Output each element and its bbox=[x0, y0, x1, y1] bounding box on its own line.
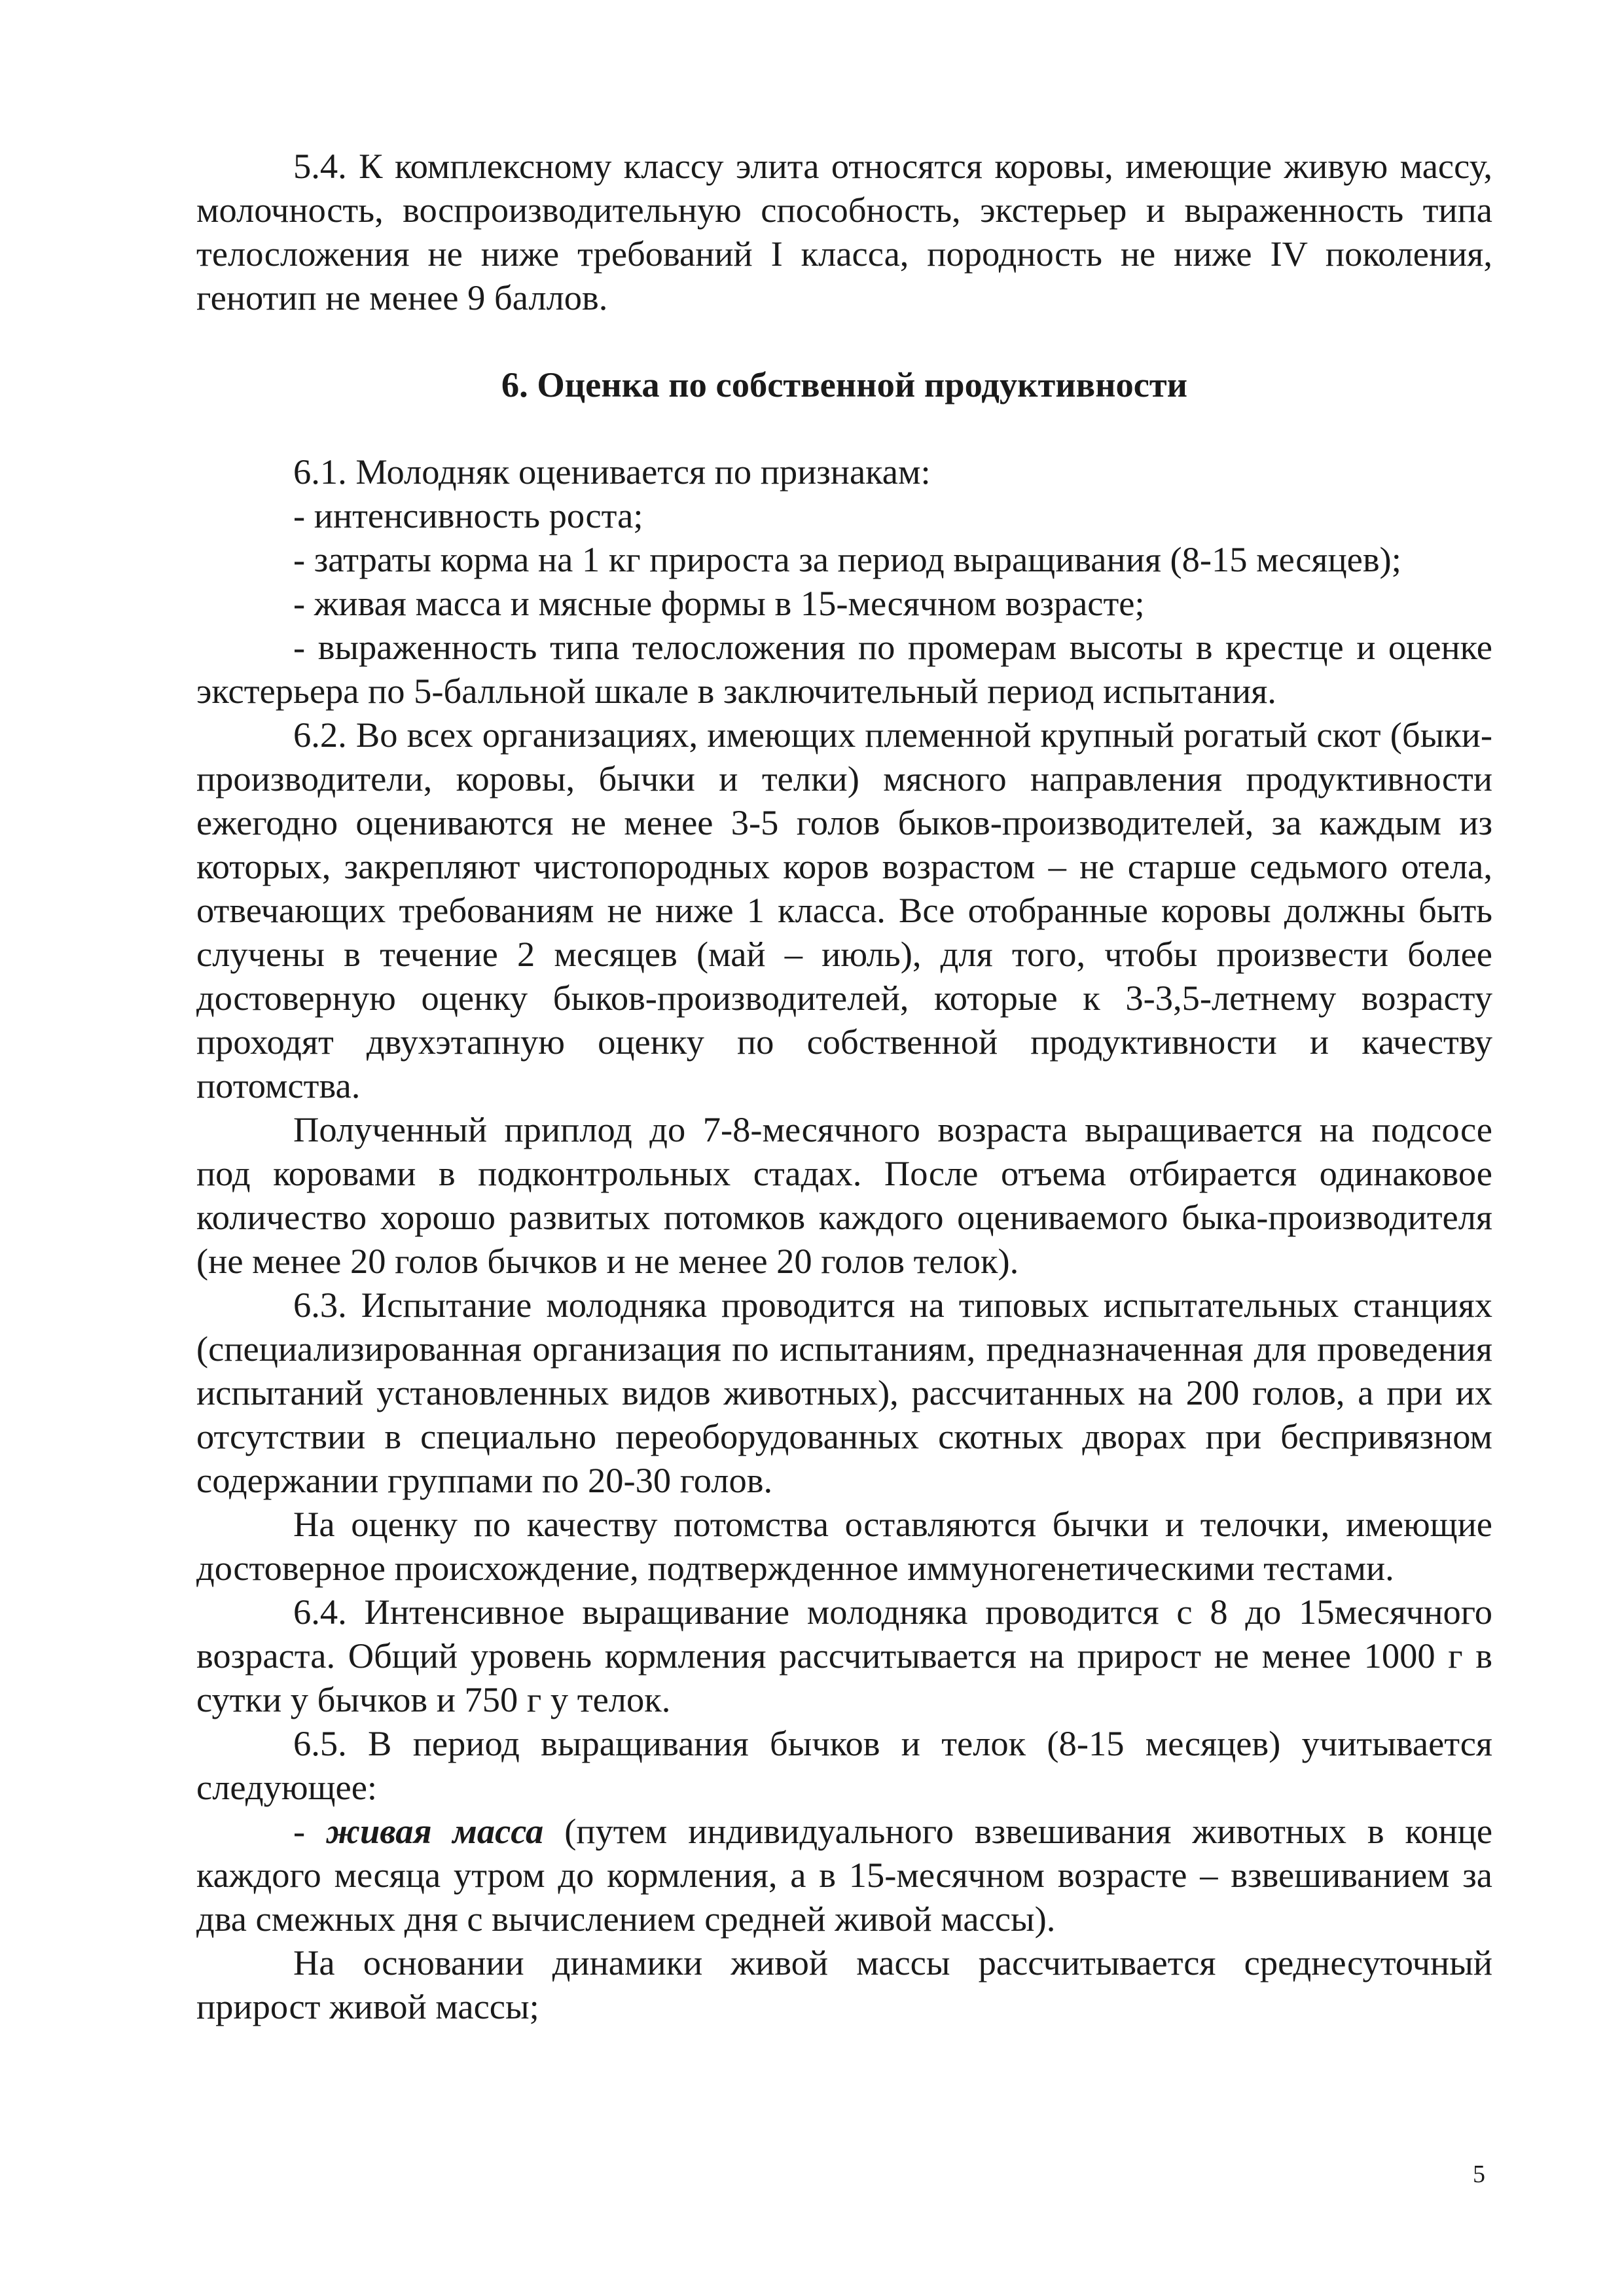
paragraph-6-2b: Полученный приплод до 7-8-месячного возраста выращивается на подсосе под коровами в подконтрольных стадах. После отъема отбирается одинаковое количество хорошо развитых потомков каждого оцениваемого быка-производителя (не менее 20 голов бычков и не менее 20 голов телок). bbox=[196, 1109, 1492, 1281]
page-number: 5 bbox=[1473, 2161, 1485, 2188]
paragraph-6-5-item bbox=[196, 1809, 1492, 1941]
list-item: - затраты корма на 1 кг прироста за период выращивания (8-15 месяцев); bbox=[293, 539, 1401, 579]
paragraph-6-5b: На основании динамики живой массы рассчитывается среднесуточный прирост живой массы; bbox=[196, 1943, 1492, 2026]
paragraph-6-1: 6.1. Молодняк оценивается по признакам: bbox=[293, 452, 931, 492]
list-dash: - bbox=[293, 1811, 306, 1851]
paragraph-6-3: 6.3. Испытание молодняка проводится на типовых испытательных станциях (специализированная организация по испытаниям, предназначенная для проведения испытаний установленных видов животных), рассчитанных на 200 голов, а при их отсутствии в специально переоборудованных скотных дворах при беспривязном содержании группами по 20-30 голов. bbox=[196, 1285, 1492, 1500]
paragraph-6-2: 6.2. Во всех организациях, имеющих племенной крупный рогатый скот (быки-производители, коровы, бычки и телки) мясного направления продуктивности ежегодно оцениваются не менее 3-5 голов быков-производителей, за каждым из которых, закрепляют чистопородных коров возрастом – не старше седьмого отела, отвечающих требованиям не ниже 1 класса. Все отобранные коровы должны быть случены в течение 2 месяцев (май – июль), для того, чтобы произвести более достоверную оценку быков-производителей, которые к 3-3,5-летнему возрасту проходят двухэтапную оценку по собственной продуктивности и качеству потомства. bbox=[196, 715, 1492, 1105]
paragraph-6-5-item-text: (путем индивидуального взвешивания животных в конце каждого месяца утром до кормления, а в 15-месячном возрасте – взвешиванием за два смежных дня с вычислением средней живой массы). bbox=[196, 1811, 1493, 1939]
list-item: - живая масса и мясные формы в 15-месячном возрасте; bbox=[293, 583, 1145, 623]
section-heading-6: 6. Оценка по собственной продуктивности bbox=[501, 365, 1188, 404]
emphasis-live-weight: живая масса bbox=[326, 1811, 544, 1851]
list-item: - выраженность типа телосложения по промерам высоты в крестце и оценке экстерьера по 5-балльной шкале в заключительный период испытания. bbox=[196, 627, 1492, 711]
paragraph-6-4: 6.4. Интенсивное выращивание молодняка проводится с 8 до 15месячного возраста. Общий уровень кормления рассчитывается на прирост не менее 1000 г в сутки у бычков и 750 г у телок. bbox=[196, 1592, 1492, 1719]
paragraph-6-5: 6.5. В период выращивания бычков и телок (8-15 месяцев) учитывается следующее: bbox=[196, 1723, 1492, 1807]
paragraph-5-4: 5.4. К комплексному классу элита относятся коровы, имеющие живую массу, молочность, воспроизводительную способность, экстерьер и выраженность типа телосложения не ниже требований I класса, породность не ниже IV поколения, генотип не менее 9 баллов. bbox=[196, 146, 1492, 317]
paragraph-6-3b: На оценку по качеству потомства оставляются бычки и телочки, имеющие достоверное происхождение, подтвержденное иммуногенетическими тестами. bbox=[196, 1504, 1492, 1588]
document-page bbox=[196, 144, 1492, 2028]
list-item: - интенсивность роста; bbox=[293, 495, 643, 535]
